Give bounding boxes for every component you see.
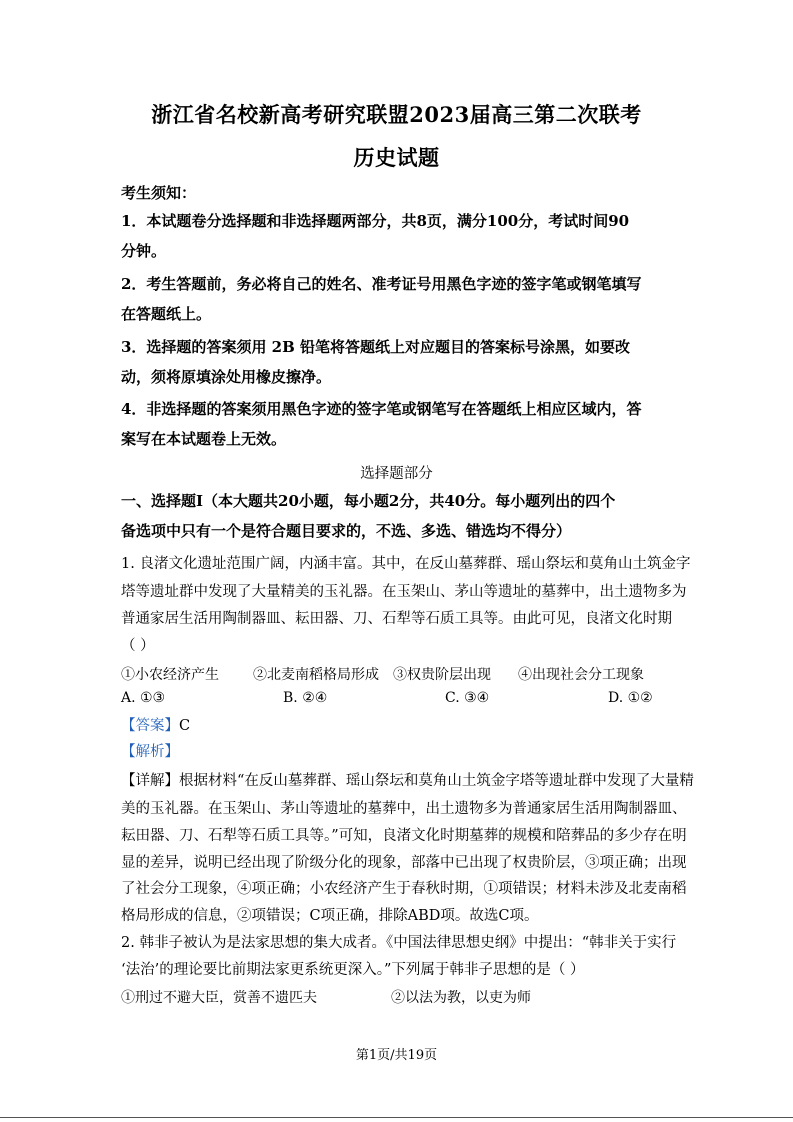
q1-item: ①小农经济产生 (121, 667, 219, 683)
q1-detail: 美的玉礼器。在玉架山、茅山等遗址的墓葬中，出土遗物多为普通家居生活用陶制器皿、 (121, 801, 687, 817)
q1-detail: 格局形成的信息，②项错误；C项正确，排除ABD项。故选C项。 (121, 908, 539, 924)
q1-item: ③权贵阶层出现 (393, 667, 491, 683)
exam-subject: 历史试题 (353, 145, 440, 170)
notice-line: 在答题纸上。 (121, 305, 212, 323)
q1-detail: 显的差异，说明已经出现了阶级分化的现象，部落中已出现了权贵阶层，③项正确；出现 (121, 855, 687, 871)
q2-stem: 2. 韩非子被认为是法家思想的集大成者。《中国法律思想史纲》中提出：“韩非关于实行 (121, 935, 677, 951)
notice-line: 4．非选择题的答案须用黑色字迹的签字笔或钢笔写在答题纸上相应区域内，答 (121, 400, 642, 418)
part-instruction: 备选项中只有一个是符合题目要求的，不选、多选、错选均不得分） (121, 522, 572, 540)
page-bottom-divider (0, 1117, 793, 1118)
q2-item: ①刑过不避大臣，赏善不遗匹夫 (121, 990, 317, 1006)
q1-detail: 了社会分工现象，④项正确；小农经济产生于春秋时期，①项错误；材料未涉及北麦南稻 (121, 881, 687, 897)
notice-line: 1．本试题卷分选择题和非选择题两部分，共8页，满分100分，考试时间90 (121, 212, 630, 230)
q1-stem: 普通家居生活用陶制器皿、耘田器、刀、石犁等石质工具等。由此可见，良渚文化时期 (121, 611, 672, 627)
q1-option-a: A. ①③ (121, 690, 166, 706)
answer-value: C (179, 718, 191, 734)
q1-answer (121, 716, 681, 736)
q1-stem: （ ） (121, 638, 155, 654)
notice-line: 3．选择题的答案须用 2B 铅笔将答题纸上对应题目的答案标号涂黑，如要改 (121, 338, 630, 356)
q1-detail: 【详解】根据材料“在反山墓葬群、瑶山祭坛和莫角山土筑金字塔等遗址群中发现了大量精 (121, 773, 694, 789)
q1-option-b: B. ②④ (283, 690, 328, 706)
q2-item: ②以法为教，以吏为师 (391, 990, 531, 1006)
page-number: 第1页/共19页 (355, 1048, 438, 1063)
answer-label: 【答案】 (121, 718, 179, 734)
notice-line: 分钟。 (121, 242, 167, 260)
q1-analysis-label: 【解析】 (121, 744, 179, 760)
notice-heading: 考生须知： (121, 184, 197, 202)
notice-line: 动，须将原填涂处用橡皮擦净。 (121, 368, 332, 386)
notice-line: 案写在本试题卷上无效。 (121, 430, 287, 448)
q1-stem: 1. 良渚文化遗址范围广阔，内涵丰富。其中，在反山墓葬群、瑶山祭坛和莫角山土筑金字 (121, 556, 691, 572)
q1-detail: 耘田器、刀、石犁等石质工具等。”可知，良渚文化时期墓葬的规模和陪葬品的多少存在明 (121, 828, 687, 844)
q1-option-c: C. ③④ (445, 690, 490, 706)
q2-stem: ‘法治’的理论要比前期法家更系统更深入。”下列属于韩非子思想的是（ ） (121, 962, 585, 978)
q1-option-d: D. ①② (608, 690, 653, 706)
notice-line: 2．考生答题前，务必将自己的姓名、准考证号用黑色字迹的签字笔或钢笔填写 (121, 275, 642, 293)
part-instruction: 一、选择题Ⅰ（本大题共20小题，每小题2分，共40分。每小题列出的四个 (121, 492, 616, 510)
q1-item: ②北麦南稻格局形成 (253, 667, 379, 683)
q1-item: ④出现社会分工现象 (518, 667, 644, 683)
q1-stem: 塔等遗址群中发现了大量精美的玉礼器。在玉架山、茅山等遗址的墓葬中，出土遗物多为 (121, 584, 687, 600)
section-title: 选择题部分 (360, 466, 433, 482)
exam-title: 浙江省名校新高考研究联盟2023届高三第二次联考 (151, 102, 642, 127)
